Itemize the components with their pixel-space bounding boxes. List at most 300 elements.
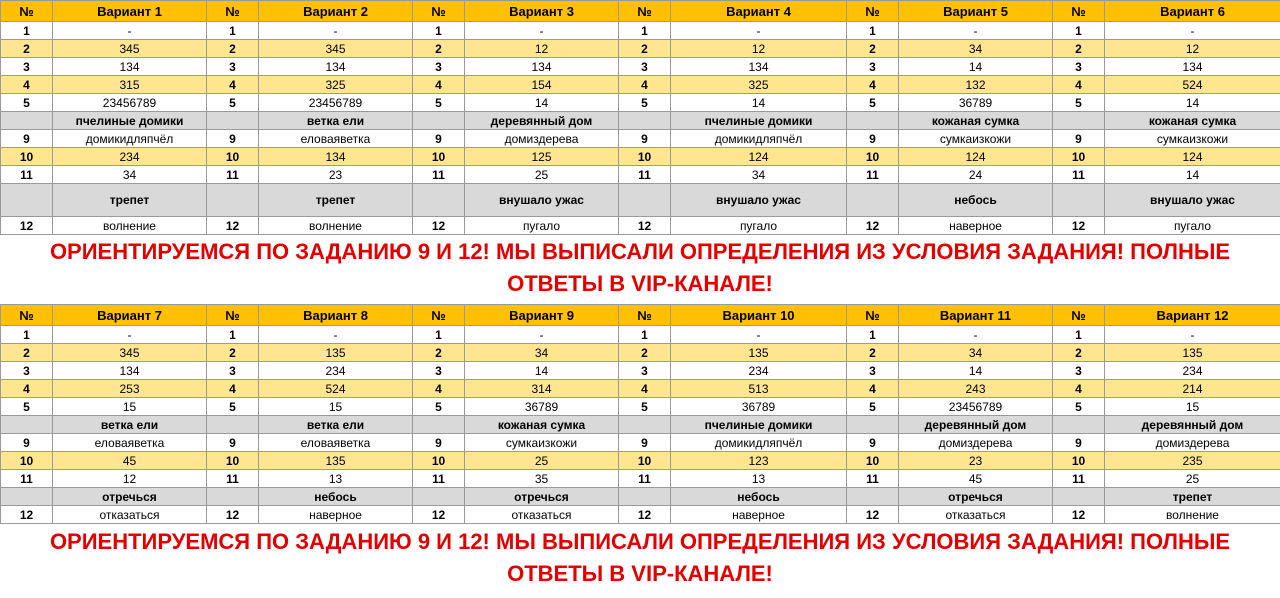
task-number-cell: 1 bbox=[619, 326, 671, 344]
answer-cell: 124 bbox=[671, 148, 847, 166]
answer-cell: домиздерева bbox=[1105, 434, 1280, 452]
task-number-cell: 10 bbox=[1, 148, 53, 166]
answers-table-1 bbox=[0, 0, 1280, 235]
task-number-cell: 10 bbox=[619, 452, 671, 470]
answer-cell: 234 bbox=[259, 362, 413, 380]
answer-cell: 14 bbox=[899, 58, 1053, 76]
task-number-cell: 4 bbox=[413, 76, 465, 94]
task-number-cell bbox=[847, 184, 899, 217]
answer-cell: деревянный дом bbox=[899, 416, 1053, 434]
answer-cell: наверное bbox=[899, 217, 1053, 235]
task-number-cell: 1 bbox=[1053, 326, 1105, 344]
task-number-cell: 5 bbox=[619, 94, 671, 112]
task-number-cell: 1 bbox=[847, 22, 899, 40]
task-number-cell: 2 bbox=[1, 344, 53, 362]
answer-cell: 325 bbox=[671, 76, 847, 94]
task-number-cell: 4 bbox=[207, 76, 259, 94]
variant-header: Вариант 4 bbox=[671, 1, 847, 22]
answer-cell: отречься bbox=[53, 488, 207, 506]
answer-cell: 134 bbox=[259, 58, 413, 76]
answer-cell: домиздерева bbox=[465, 130, 619, 148]
task-number-cell: 12 bbox=[1053, 217, 1105, 235]
answer-cell: домикидляпчёл bbox=[671, 434, 847, 452]
table-row bbox=[1, 488, 1280, 506]
answer-cell: 345 bbox=[53, 344, 207, 362]
answer-cell: еловаяветка bbox=[259, 130, 413, 148]
task-number-cell: 9 bbox=[207, 130, 259, 148]
task-number-cell: 11 bbox=[413, 470, 465, 488]
answer-cell: - bbox=[1105, 22, 1280, 40]
table-row bbox=[1, 22, 1280, 40]
table-row bbox=[1, 217, 1280, 235]
task-number-cell: 4 bbox=[619, 76, 671, 94]
task-number-cell: 9 bbox=[619, 130, 671, 148]
answer-cell: 134 bbox=[53, 58, 207, 76]
answer-cell: - bbox=[53, 326, 207, 344]
answer-cell: 235 bbox=[1105, 452, 1280, 470]
task-number-cell: 1 bbox=[1053, 22, 1105, 40]
answer-cell: ветка ели bbox=[259, 416, 413, 434]
task-number-cell: 3 bbox=[1053, 58, 1105, 76]
task-number-cell: 2 bbox=[207, 40, 259, 58]
variant-header: Вариант 11 bbox=[899, 305, 1053, 326]
task-number-cell bbox=[1, 184, 53, 217]
answer-cell: домикидляпчёл bbox=[671, 130, 847, 148]
task-number-cell: 10 bbox=[207, 148, 259, 166]
answer-cell: 45 bbox=[53, 452, 207, 470]
task-number-cell: 5 bbox=[1053, 94, 1105, 112]
task-number-cell: 11 bbox=[847, 166, 899, 184]
task-number-cell: 5 bbox=[847, 94, 899, 112]
task-number-cell: 9 bbox=[1, 434, 53, 452]
answer-cell: пчелиные домики bbox=[671, 416, 847, 434]
task-number-cell: 1 bbox=[413, 326, 465, 344]
task-number-cell: 9 bbox=[1, 130, 53, 148]
answer-cell: 123 bbox=[671, 452, 847, 470]
table-row bbox=[1, 434, 1280, 452]
variant-header: Вариант 10 bbox=[671, 305, 847, 326]
task-number-cell bbox=[1, 488, 53, 506]
answer-cell: 524 bbox=[259, 380, 413, 398]
answer-cell: 34 bbox=[899, 344, 1053, 362]
answer-cell: 14 bbox=[1105, 166, 1280, 184]
task-number-cell: 12 bbox=[619, 506, 671, 524]
answer-cell: пчелиные домики bbox=[671, 112, 847, 130]
answer-cell: 14 bbox=[1105, 94, 1280, 112]
answer-cell: - bbox=[899, 22, 1053, 40]
task-number-cell: 10 bbox=[1053, 452, 1105, 470]
variant-header: Вариант 8 bbox=[259, 305, 413, 326]
task-number-cell: 11 bbox=[619, 470, 671, 488]
answer-cell: 23456789 bbox=[259, 94, 413, 112]
answers-table-2 bbox=[0, 304, 1280, 524]
task-number-cell: 5 bbox=[847, 398, 899, 416]
task-number-cell: 12 bbox=[413, 506, 465, 524]
task-number-cell bbox=[619, 416, 671, 434]
answer-cell: пугало bbox=[671, 217, 847, 235]
answer-cell: 315 bbox=[53, 76, 207, 94]
task-number-cell: 10 bbox=[847, 452, 899, 470]
task-number-cell: 5 bbox=[207, 398, 259, 416]
answer-cell: 134 bbox=[1105, 58, 1280, 76]
task-number-cell: 4 bbox=[413, 380, 465, 398]
answer-cell: - bbox=[259, 326, 413, 344]
task-number-cell: 3 bbox=[207, 362, 259, 380]
task-number-cell: 10 bbox=[413, 452, 465, 470]
answer-cell: 35 bbox=[465, 470, 619, 488]
table-row bbox=[1, 184, 1280, 217]
table-row bbox=[1, 506, 1280, 524]
answer-cell: - bbox=[899, 326, 1053, 344]
answer-cell: 234 bbox=[1105, 362, 1280, 380]
task-number-cell: 3 bbox=[847, 362, 899, 380]
answer-cell: трепет bbox=[259, 184, 413, 217]
task-number-cell: 3 bbox=[847, 58, 899, 76]
variant-header: Вариант 2 bbox=[259, 1, 413, 22]
task-number-cell bbox=[847, 488, 899, 506]
task-number-cell: 5 bbox=[1, 398, 53, 416]
task-number-cell: 11 bbox=[1053, 166, 1105, 184]
answer-cell: 23456789 bbox=[53, 94, 207, 112]
task-number-cell: 5 bbox=[413, 398, 465, 416]
table-row bbox=[1, 362, 1280, 380]
answer-cell: 36789 bbox=[899, 94, 1053, 112]
task-number-cell: 10 bbox=[413, 148, 465, 166]
task-number-cell: 1 bbox=[1, 22, 53, 40]
answer-cell: 24 bbox=[899, 166, 1053, 184]
task-number-cell: 12 bbox=[1, 506, 53, 524]
answer-cell: 34 bbox=[899, 40, 1053, 58]
answer-cell: 134 bbox=[259, 148, 413, 166]
task-number-cell: 9 bbox=[413, 130, 465, 148]
answer-cell: пугало bbox=[1105, 217, 1280, 235]
answer-cell: 234 bbox=[671, 362, 847, 380]
table-row bbox=[1, 40, 1280, 58]
task-number-cell: 2 bbox=[847, 40, 899, 58]
table-row bbox=[1, 130, 1280, 148]
task-number-cell: 3 bbox=[1, 362, 53, 380]
answer-cell: 36789 bbox=[465, 398, 619, 416]
task-number-cell: 9 bbox=[1053, 434, 1105, 452]
answer-cell: 23 bbox=[899, 452, 1053, 470]
answer-cell: отказаться bbox=[899, 506, 1053, 524]
answer-cell: еловаяветка bbox=[259, 434, 413, 452]
answer-cell: деревянный дом bbox=[465, 112, 619, 130]
task-number-cell: 12 bbox=[413, 217, 465, 235]
task-number-cell: 12 bbox=[847, 506, 899, 524]
task-number-cell: 2 bbox=[1053, 40, 1105, 58]
task-number-cell: 2 bbox=[619, 344, 671, 362]
task-number-cell: 11 bbox=[847, 470, 899, 488]
answer-cell: 25 bbox=[465, 166, 619, 184]
answer-cell: пугало bbox=[465, 217, 619, 235]
task-number-cell: 2 bbox=[1053, 344, 1105, 362]
number-header: № bbox=[1, 305, 53, 326]
task-number-cell bbox=[847, 416, 899, 434]
answer-cell: сумкаизкожи bbox=[465, 434, 619, 452]
table-row bbox=[1, 326, 1280, 344]
variant-header: Вариант 6 bbox=[1105, 1, 1280, 22]
answer-cell: кожаная сумка bbox=[1105, 112, 1280, 130]
task-number-cell: 1 bbox=[847, 326, 899, 344]
number-header: № bbox=[1053, 305, 1105, 326]
variant-header: Вариант 5 bbox=[899, 1, 1053, 22]
number-header: № bbox=[207, 1, 259, 22]
answer-cell: кожаная сумка bbox=[899, 112, 1053, 130]
table-row bbox=[1, 380, 1280, 398]
answer-cell: сумкаизкожи bbox=[1105, 130, 1280, 148]
variant-header: Вариант 7 bbox=[53, 305, 207, 326]
number-header: № bbox=[413, 305, 465, 326]
answer-cell: 12 bbox=[671, 40, 847, 58]
task-number-cell: 11 bbox=[1053, 470, 1105, 488]
answer-cell: 34 bbox=[671, 166, 847, 184]
answer-cell: ветка ели bbox=[53, 416, 207, 434]
task-number-cell: 1 bbox=[619, 22, 671, 40]
task-number-cell: 10 bbox=[207, 452, 259, 470]
number-header: № bbox=[1053, 1, 1105, 22]
task-number-cell: 2 bbox=[847, 344, 899, 362]
answer-cell: волнение bbox=[53, 217, 207, 235]
answer-cell: отречься bbox=[465, 488, 619, 506]
number-header: № bbox=[847, 305, 899, 326]
task-number-cell bbox=[207, 112, 259, 130]
task-number-cell: 9 bbox=[847, 130, 899, 148]
task-number-cell: 9 bbox=[413, 434, 465, 452]
number-header: № bbox=[619, 305, 671, 326]
answer-cell: 513 bbox=[671, 380, 847, 398]
table-row bbox=[1, 148, 1280, 166]
answer-cell: волнение bbox=[259, 217, 413, 235]
answer-cell: 154 bbox=[465, 76, 619, 94]
task-number-cell: 4 bbox=[847, 76, 899, 94]
answer-cell: 234 bbox=[53, 148, 207, 166]
task-number-cell: 11 bbox=[619, 166, 671, 184]
answer-cell: трепет bbox=[53, 184, 207, 217]
promo-banner-2: ОРИЕНТИРУЕМСЯ ПО ЗАДАНИЮ 9 И 12! МЫ ВЫПИСАЛИ ОПРЕДЕЛЕНИЯ ИЗ УСЛОВИЯ ЗАДАНИЯ! ПОЛНЫЕ ОТВЕТЫ В VIP-КАНАЛЕ! bbox=[0, 524, 1280, 595]
number-header: № bbox=[847, 1, 899, 22]
answer-cell: 134 bbox=[671, 58, 847, 76]
answer-cell: - bbox=[259, 22, 413, 40]
table-row bbox=[1, 470, 1280, 488]
task-number-cell bbox=[413, 112, 465, 130]
task-number-cell: 4 bbox=[847, 380, 899, 398]
answer-cell: 253 bbox=[53, 380, 207, 398]
task-number-cell: 10 bbox=[619, 148, 671, 166]
answer-cell: 14 bbox=[465, 94, 619, 112]
task-number-cell: 10 bbox=[847, 148, 899, 166]
answer-cell: внушало ужас bbox=[671, 184, 847, 217]
answer-cell: внушало ужас bbox=[1105, 184, 1280, 217]
promo-banner-1: ОРИЕНТИРУЕМСЯ ПО ЗАДАНИЮ 9 И 12! МЫ ВЫПИСАЛИ ОПРЕДЕЛЕНИЯ ИЗ УСЛОВИЯ ЗАДАНИЯ! ПОЛНЫЕ ОТВЕТЫ В VIP-КАНАЛЕ! bbox=[0, 235, 1280, 304]
task-number-cell: 4 bbox=[1053, 380, 1105, 398]
answer-cell: - bbox=[671, 326, 847, 344]
task-number-cell bbox=[1, 112, 53, 130]
answer-cell: 214 bbox=[1105, 380, 1280, 398]
answer-cell: 132 bbox=[899, 76, 1053, 94]
answer-cell: 14 bbox=[899, 362, 1053, 380]
task-number-cell bbox=[619, 488, 671, 506]
table-row bbox=[1, 76, 1280, 94]
answer-cell: 25 bbox=[465, 452, 619, 470]
answer-cell: - bbox=[465, 326, 619, 344]
answer-cell: еловаяветка bbox=[53, 434, 207, 452]
task-number-cell: 2 bbox=[413, 344, 465, 362]
answer-cell: 134 bbox=[53, 362, 207, 380]
task-number-cell: 11 bbox=[1, 166, 53, 184]
task-number-cell bbox=[413, 416, 465, 434]
answer-cell: кожаная сумка bbox=[465, 416, 619, 434]
task-number-cell bbox=[413, 184, 465, 217]
task-number-cell: 4 bbox=[1053, 76, 1105, 94]
table-header-row bbox=[1, 1, 1280, 22]
task-number-cell: 12 bbox=[619, 217, 671, 235]
answer-cell: домиздерева bbox=[899, 434, 1053, 452]
table-row bbox=[1, 344, 1280, 362]
task-number-cell: 12 bbox=[207, 217, 259, 235]
task-number-cell bbox=[1053, 488, 1105, 506]
table-row bbox=[1, 94, 1280, 112]
task-number-cell bbox=[207, 488, 259, 506]
task-number-cell: 10 bbox=[1, 452, 53, 470]
task-number-cell bbox=[1053, 112, 1105, 130]
number-header: № bbox=[1, 1, 53, 22]
answer-cell: 12 bbox=[1105, 40, 1280, 58]
answer-cell: - bbox=[671, 22, 847, 40]
number-header: № bbox=[413, 1, 465, 22]
answer-cell: 243 bbox=[899, 380, 1053, 398]
task-number-cell bbox=[1, 416, 53, 434]
answer-cell: 45 bbox=[899, 470, 1053, 488]
task-number-cell: 5 bbox=[1053, 398, 1105, 416]
task-number-cell: 4 bbox=[1, 380, 53, 398]
task-number-cell bbox=[1053, 184, 1105, 217]
task-number-cell: 2 bbox=[207, 344, 259, 362]
answer-cell: 23456789 bbox=[899, 398, 1053, 416]
answer-cell: пчелиные домики bbox=[53, 112, 207, 130]
table-row bbox=[1, 398, 1280, 416]
task-number-cell: 5 bbox=[619, 398, 671, 416]
answer-cell: 34 bbox=[53, 166, 207, 184]
variant-header: Вариант 9 bbox=[465, 305, 619, 326]
answer-cell: небось bbox=[259, 488, 413, 506]
task-number-cell: 12 bbox=[1053, 506, 1105, 524]
answer-cell: 135 bbox=[1105, 344, 1280, 362]
answer-cell: 12 bbox=[53, 470, 207, 488]
task-number-cell: 3 bbox=[619, 362, 671, 380]
answer-cell: - bbox=[465, 22, 619, 40]
answer-cell: 124 bbox=[1105, 148, 1280, 166]
answer-cell: отречься bbox=[899, 488, 1053, 506]
answer-cell: 314 bbox=[465, 380, 619, 398]
answer-cell: небось bbox=[671, 488, 847, 506]
variant-header: Вариант 12 bbox=[1105, 305, 1280, 326]
answer-cell: трепет bbox=[1105, 488, 1280, 506]
table-header-row bbox=[1, 305, 1280, 326]
task-number-cell: 3 bbox=[1053, 362, 1105, 380]
task-number-cell: 5 bbox=[207, 94, 259, 112]
task-number-cell: 4 bbox=[619, 380, 671, 398]
answer-cell: 13 bbox=[259, 470, 413, 488]
task-number-cell bbox=[847, 112, 899, 130]
task-number-cell: 12 bbox=[847, 217, 899, 235]
task-number-cell: 11 bbox=[1, 470, 53, 488]
task-number-cell: 10 bbox=[1053, 148, 1105, 166]
answer-cell: 125 bbox=[465, 148, 619, 166]
answer-cell: 14 bbox=[465, 362, 619, 380]
task-number-cell: 11 bbox=[413, 166, 465, 184]
task-number-cell: 9 bbox=[207, 434, 259, 452]
table-row bbox=[1, 166, 1280, 184]
task-number-cell: 3 bbox=[1, 58, 53, 76]
answer-cell: наверное bbox=[671, 506, 847, 524]
task-number-cell bbox=[1053, 416, 1105, 434]
answer-cell: 23 bbox=[259, 166, 413, 184]
task-number-cell: 3 bbox=[207, 58, 259, 76]
task-number-cell: 1 bbox=[207, 326, 259, 344]
answer-cell: 135 bbox=[259, 344, 413, 362]
answer-cell: 345 bbox=[259, 40, 413, 58]
task-number-cell: 1 bbox=[413, 22, 465, 40]
table-row bbox=[1, 452, 1280, 470]
answer-cell: - bbox=[1105, 326, 1280, 344]
task-number-cell bbox=[207, 184, 259, 217]
answer-cell: 135 bbox=[671, 344, 847, 362]
task-number-cell: 9 bbox=[1053, 130, 1105, 148]
task-number-cell bbox=[619, 184, 671, 217]
task-number-cell: 9 bbox=[619, 434, 671, 452]
task-number-cell: 5 bbox=[1, 94, 53, 112]
table-row bbox=[1, 112, 1280, 130]
answer-cell: 15 bbox=[1105, 398, 1280, 416]
answer-cell: ветка ели bbox=[259, 112, 413, 130]
task-number-cell bbox=[413, 488, 465, 506]
answer-cell: сумкаизкожи bbox=[899, 130, 1053, 148]
answer-cell: наверное bbox=[259, 506, 413, 524]
answer-cell: 25 bbox=[1105, 470, 1280, 488]
answer-cell: 325 bbox=[259, 76, 413, 94]
answer-cell: 15 bbox=[53, 398, 207, 416]
task-number-cell: 12 bbox=[207, 506, 259, 524]
task-number-cell bbox=[619, 112, 671, 130]
task-number-cell: 5 bbox=[413, 94, 465, 112]
task-number-cell: 1 bbox=[1, 326, 53, 344]
answer-cell: небось bbox=[899, 184, 1053, 217]
answer-cell: 13 bbox=[671, 470, 847, 488]
answer-cell: 345 bbox=[53, 40, 207, 58]
task-number-cell: 3 bbox=[413, 362, 465, 380]
task-number-cell: 12 bbox=[1, 217, 53, 235]
task-number-cell: 2 bbox=[619, 40, 671, 58]
answer-cell: 12 bbox=[465, 40, 619, 58]
variant-header: Вариант 1 bbox=[53, 1, 207, 22]
answer-cell: - bbox=[53, 22, 207, 40]
task-number-cell: 9 bbox=[847, 434, 899, 452]
answer-cell: 134 bbox=[465, 58, 619, 76]
answer-cell: отказаться bbox=[465, 506, 619, 524]
task-number-cell: 2 bbox=[1, 40, 53, 58]
number-header: № bbox=[207, 305, 259, 326]
answer-cell: деревянный дом bbox=[1105, 416, 1280, 434]
answer-cell: 14 bbox=[671, 94, 847, 112]
task-number-cell: 2 bbox=[413, 40, 465, 58]
task-number-cell: 3 bbox=[619, 58, 671, 76]
answer-cell: 15 bbox=[259, 398, 413, 416]
task-number-cell: 1 bbox=[207, 22, 259, 40]
answer-cell: отказаться bbox=[53, 506, 207, 524]
answer-cell: волнение bbox=[1105, 506, 1280, 524]
answer-cell: 34 bbox=[465, 344, 619, 362]
